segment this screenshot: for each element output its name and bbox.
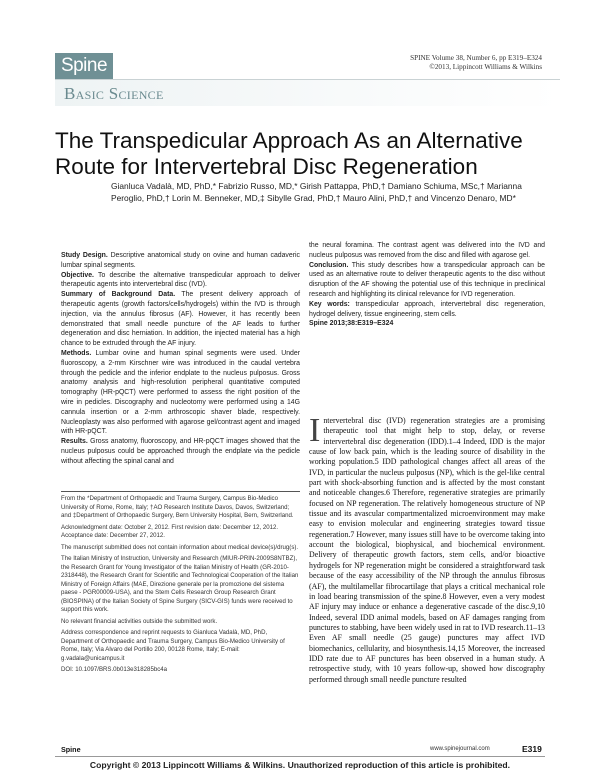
funding-statement: The Italian Ministry of Instruction, University and Research (MIUR-PRIN-2009S8NTBZ), the Research Grant for Young Investigator of the Italian Ministry of Health (GR-2010-2318448), the Research Grant for Scientific and Technological Cooperation of the Italian Ministry of Foreign Affairs (MAE, Direzione generale per la promozione del sistema paese - PGR00009-USA), and the Stem Cells Research Group Research Grant (BIOSPINA) of the Italian Society of Spine Surgery (SICV-GIS) funds were received to support this work. — [61, 555, 299, 613]
device-statement: The manuscript submitted does not contain information about medical device(s)/drug(s). — [61, 543, 299, 551]
footer-divider — [55, 756, 545, 757]
footer-journal: Spine — [61, 745, 81, 754]
affiliation-from: From the *Department of Orthopaedic and Trauma Surgery, Campus Bio-Medico University of Rome, Rome, Italy; †AO Research Institute Davos, Davos, Switzerland; and ‡Department of Orthopaedic Surgery, Bern University Hospital, Bern, Switzerland. — [61, 495, 294, 519]
journal-logo: Spine — [55, 53, 113, 79]
affiliation-divider — [61, 491, 300, 492]
keywords-text: transpedicular approach, intervertebral disc regeneration, hydrogel delivery, tissue engineering, stem cells. — [309, 300, 545, 318]
article-title: The Transpedicular Approach As an Alternative Route for Intervertebral Disc Regeneration — [55, 128, 523, 179]
conclusion-label: Conclusion. — [309, 261, 349, 269]
background-label: Summary of Background Data. — [61, 291, 176, 299]
abstract-right-column — [309, 241, 545, 329]
page-number: E319 — [522, 744, 542, 754]
correspondence: Address correspondence and reprint requests to Gianluca Vadalà, MD, PhD, Department of Orthopaedic and Trauma Surgery, Campus Bio-Medico University of Rome, Italy; Via Alvaro del Portillo 200, 00128 Rome, Italy; E-mail: g.vadala@unicampus.it — [61, 629, 285, 662]
objective-text: To describe the alternative transpedicular approach to deliver therapeutic agents into intervertebral disc (IVD). — [61, 271, 300, 289]
section-label: Basic Science — [64, 84, 164, 103]
keywords-label: Key words: — [309, 300, 350, 308]
journal-info — [410, 54, 542, 72]
background-text: The present delivery approach of therapeutic agents (growth factors/cells/hydrogels) within the IVD is through injection, via the annulus fibrosus (AF). However, it has recently been demonstrated that small needle puncture of the AF leads to further degeneration and disc herniation. In addition, the injected material has a high chance to be extruded through the AF injury. — [61, 291, 300, 348]
results-continued: the neural foramina. The contrast agent was delivered into the IVD and nucleus pulposus was removed from the disc and filled with agarose gel. — [309, 242, 545, 259]
acknowledgment-dates: Acknowledgment date: October 2, 2012. First revision date: December 12, 2012. Acceptance date: December 27, 2012. — [61, 523, 279, 539]
doi: DOI: 10.1097/BRS.0b013e318285bc4a — [61, 666, 168, 673]
methods-label: Methods. — [61, 349, 92, 357]
citation: Spine 2013;38:E319–E324 — [309, 320, 394, 328]
methods-text: Lumbar ovine and human spinal segments were used. Under fluoroscopy, a 2-mm Kirschner wire was introduced in the caudal vertebra through the pedicle and the inferior endplate to the nucleus pulposus. Gross anatomy analysis and high-resolution peripheral quantitative computed tomography (HR-pQCT) were performed to assess the right position of the wire in pedicles. Discography and nucleotomy were performed using a 14G cannula insertion or a 2-mm arthroscopic shaver blade, respectively. Nucleoplasty was also performed with agarose gel/contrast agent and imaged with HR-pQCT. — [61, 349, 300, 436]
footer-url: www.spinejournal.com — [430, 746, 490, 752]
study-design-text: Descriptive anatomical study on ovine and human cadaveric lumbar spinal segments. — [61, 252, 300, 269]
author-list: Gianluca Vadalà, MD, PhD,* Fabrizio Russo, MD,* Girish Pattappa, PhD,† Damiano Schiuma, MSc,† Marianna Peroglio, PhD,† Lorin M. Benneker, MD,‡ Sibylle Grad, PhD,† Mauro Alini, PhD,† and Vincenzo Denaro, MD* — [111, 181, 522, 203]
drop-cap: I — [309, 412, 321, 449]
intro-paragraph: ntervertebral disc (IVD) regeneration strategies are a promising therapeutic tool that might help to stop, delay, or reverse intervertebral disc degeneration (IDD).1–4 Indeed, IDD is the major cause of low back pain, which is the leading source of disability in the working population.5 IDD pathological changes affect all areas of the IVD, in particular the nucleus pulposus (NP), which is the gel-like central part with shock-absorbing function and is affected by the most constant and noticeable changes.6 Therefore, regenerative strategies are primarily focused on NP regeneration. The relatively homogeneous structure of NP tissue and its avascular compartmentalized microenvironment may make easy to envision molecular and engineering strategies toward tissue regeneration.7 However, many issues still have to be overcome taking into account the biological, biophysical, and biochemical environment. Delivery of therapeutic growth factors, stem cells, and/or bioactive hydrogels for NP regeneration might be considered a straightforward task because of the easy accessibility of the NP through the annulus fibrosus (AF), the multilamellar fibrocartilage that plays a critical mechanical role in load bearing transmission of the spine.8 However, even a very modest AF injury may induce or enhance a degenerative cascade of the disc.9,10 Indeed, several IDD animal models, based on AF damages ranging from punctures to stabbing, have been widely used in rat to IVD research.11–13 Even AF small needle (25 gauge) punctures may affect IVD biomechanics, cellularity, and biosynthesis.14,15 Moreover, the increased IDD rate due to AF punctures has been observed in a human study. A retrospective study, with 10 years follow-up, showed how discography performed through small needle puncture resulted — [309, 416, 545, 684]
results-text: Gross anatomy, fluoroscopy, and HR-pQCT images showed that the nucleus pulposus could be approached through the endplate via the pedicle without affecting the spinal canal and — [61, 438, 300, 465]
results-label: Results. — [61, 438, 88, 446]
copyright-notice: Copyright © 2013 Lippincott Williams & Wilkins. Unauthorized reproduction of this article is prohibited. — [89, 760, 511, 770]
journal-volume: SPINE Volume 38, Number 6, pp E319–E324 — [410, 54, 542, 62]
journal-copyright: ©2013, Lippincott Williams & Wilkins — [429, 63, 542, 71]
affiliations-block — [61, 495, 300, 678]
abstract-left-column — [61, 251, 300, 467]
objective-label: Objective. — [61, 271, 94, 279]
study-design-label: Study Design. — [61, 252, 108, 259]
introduction-text — [309, 412, 545, 685]
financial-statement: No relevant financial activities outside the submitted work. — [61, 617, 218, 625]
conclusion-text: This study describes how a transpedicular approach can be used as an alternative route to deliver therapeutic agents to the disc without disruption of the AF showing the potential use of this technique in preclinical research and highlighting its clinical relevance for IVD regeneration. — [309, 261, 545, 298]
